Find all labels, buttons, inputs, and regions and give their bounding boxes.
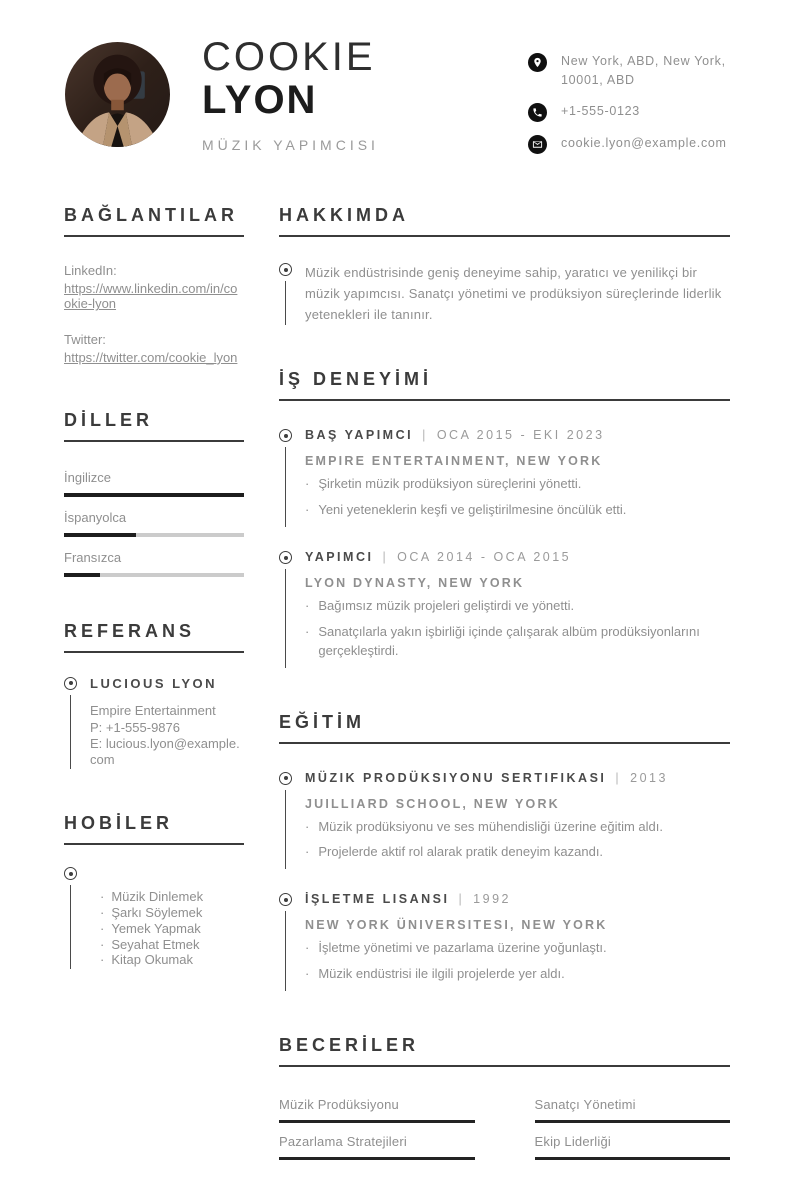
education-bullet (305, 939, 730, 958)
education-bullets (305, 818, 730, 863)
entry-rail (279, 551, 292, 668)
experience-bullet-text: Şirketin müzik prodüksiyon süreçlerini yönetti. (318, 476, 582, 492)
experience-bullet (305, 475, 730, 494)
section-hobbies-title: HOBİLER (64, 813, 244, 845)
hobbies-entry (64, 867, 244, 969)
language-item (64, 550, 244, 577)
experience-entry-body (305, 429, 730, 527)
first-name: COOKIE (202, 35, 376, 79)
rail-line (285, 569, 286, 668)
reference-company: Empire Entertainment (90, 702, 216, 718)
hobbies-body (90, 867, 244, 969)
links-list (64, 263, 244, 366)
reference-phone: P: +1-555-9876 (90, 719, 180, 735)
dot-icon-core (69, 872, 73, 876)
section-reference-title: REFERANS (64, 621, 244, 653)
education-bullet (305, 965, 730, 984)
skill-item: Pazarlama Stratejileri (279, 1134, 475, 1160)
pipe-glyph: | (422, 428, 428, 443)
pipe-glyph: | (382, 550, 389, 565)
entry-rail (64, 677, 77, 769)
contact-item-phone (528, 102, 768, 122)
pipe-glyph: | (458, 892, 465, 907)
link-url-linkedin[interactable]: https://www.linkedin.com/in/cookie-lyon (64, 280, 238, 312)
dot-icon (279, 772, 292, 785)
main-column (279, 205, 730, 1204)
skills-grid (279, 1097, 730, 1160)
contact-location-text (561, 52, 726, 90)
experience-dates: OCA 2014 - OCA 2015 (397, 550, 572, 565)
about-body (305, 263, 730, 325)
experience-bullet-text: Yeni yeteneklerin keşfi ve geliştirilmesine öncülük etti. (318, 502, 627, 518)
dot-icon (279, 551, 292, 564)
education-bullet-text: İşletme yönetimi ve pazarlama üzerine yoğunlaştı. (318, 940, 607, 956)
experience-dates: OCA 2015 - EKI 2023 (436, 428, 605, 443)
bullet-glyph: · (100, 920, 105, 936)
contact-email-text: cookie.lyon@example.com (561, 135, 727, 150)
phone-icon (528, 103, 547, 122)
section-experience (279, 369, 730, 667)
dot-icon-core (284, 268, 288, 272)
link-label-twitter: Twitter: (64, 332, 106, 348)
section-skills (279, 1035, 730, 1160)
entry-rail (279, 263, 292, 325)
last-name: LYON (202, 78, 318, 123)
rail-line (70, 695, 71, 769)
reference-details (90, 703, 244, 768)
language-level-fill (64, 573, 100, 577)
section-education-title: EĞİTİM (279, 712, 730, 744)
rail-line (285, 281, 286, 325)
education-dates: 1992 (473, 892, 511, 907)
hobby-item (100, 922, 244, 937)
education-entry (279, 772, 730, 870)
bullet-glyph: · (100, 952, 105, 968)
dot-icon-core (284, 898, 288, 902)
bullet-glyph: · (305, 598, 310, 614)
dot-icon-core (284, 434, 288, 438)
language-level-fill (64, 533, 136, 537)
hobby-label: Şarkı Söylemek (111, 905, 203, 921)
language-level-fill (64, 493, 244, 497)
education-entry-body (305, 772, 730, 870)
link-url-twitter[interactable]: https://twitter.com/cookie_lyon (64, 349, 238, 365)
link-label-linkedin: LinkedIn: (64, 263, 117, 278)
dot-icon (279, 429, 292, 442)
profile-photo-illustration (65, 42, 170, 147)
hobby-item (100, 890, 244, 905)
hobby-label: Kitap Okumak (111, 952, 193, 968)
education-bullet-text: Projelerde aktif rol alarak pratik deneyim kazandı. (318, 844, 604, 860)
education-bullet-text: Müzik endüstrisi ile ilgili projelerde yer aldı. (318, 966, 565, 982)
entry-rail (279, 429, 292, 527)
dot-icon-core (284, 776, 288, 780)
bullet-glyph: · (305, 940, 310, 956)
section-experience-title: İŞ DENEYİMİ (279, 369, 730, 401)
education-entry (279, 893, 730, 991)
rail-line (285, 447, 286, 527)
entry-rail (279, 893, 292, 991)
experience-role: YAPIMCI (305, 550, 374, 565)
experience-bullet (305, 501, 730, 520)
bullet-glyph: · (305, 502, 310, 518)
link-item-linkedin (64, 263, 244, 312)
language-level-bar (64, 533, 244, 537)
education-bullet (305, 818, 730, 837)
profile-photo (65, 42, 170, 147)
reference-email: E: lucious.lyon@example.com (90, 736, 240, 768)
hobby-item (100, 953, 244, 968)
skill-item: Sanatçı Yönetimi (535, 1097, 731, 1123)
entry-rail (64, 867, 77, 969)
rail-line (285, 911, 286, 991)
bullet-glyph: · (305, 476, 310, 492)
education-bullet (305, 843, 730, 862)
language-name: İspanyolca (64, 509, 127, 525)
link-item-twitter (64, 332, 244, 365)
language-item (64, 470, 244, 497)
education-degree: İŞLETME LISANSI (305, 892, 450, 907)
reference-body (90, 677, 244, 769)
language-name: İngilizce (64, 469, 111, 485)
bullet-glyph: · (305, 623, 310, 639)
pipe-glyph: | (615, 770, 622, 785)
contact-location-line2: 10001, ABD (561, 72, 635, 87)
skill-item: Ekip Liderliği (535, 1134, 731, 1160)
language-level-bar (64, 493, 244, 497)
language-name: Fransızca (64, 549, 122, 565)
bullet-glyph: · (100, 889, 105, 905)
bullet-glyph: · (100, 936, 105, 952)
name-block (202, 36, 379, 153)
education-school: NEW YORK ÜNIVERSITESI, NEW YORK (305, 918, 608, 933)
dot-icon-core (69, 681, 73, 685)
education-title-row (305, 772, 730, 785)
hobby-label: Yemek Yapmak (111, 920, 201, 936)
hobby-label: Seyahat Etmek (111, 936, 200, 952)
experience-entry (279, 429, 730, 527)
education-entries (279, 772, 730, 991)
section-about (279, 205, 730, 325)
experience-title-row (305, 429, 730, 442)
experience-bullet-text: Sanatçılarla yakın işbirliği içinde çalışarak albüm prodüksiyonlarını gerçekleştirdi. (318, 623, 700, 658)
contact-phone-text: +1-555-0123 (561, 103, 640, 118)
experience-bullet (305, 623, 730, 661)
section-languages (64, 410, 244, 577)
education-school: JUILLIARD SCHOOL, NEW YORK (305, 796, 560, 811)
education-bullet-text: Müzik prodüksiyonu ve ses mühendisliği üzerine eğitim aldı. (318, 818, 664, 834)
section-links-title: BAĞLANTILAR (64, 205, 244, 237)
experience-entries (279, 429, 730, 667)
about-entry (279, 263, 730, 325)
job-title: MÜZIK YAPIMCISI (202, 137, 379, 154)
section-links (64, 205, 244, 366)
experience-bullets (305, 475, 730, 520)
location-icon (528, 53, 547, 72)
section-skills-title: BECERİLER (279, 1035, 730, 1067)
rail-line (285, 790, 286, 870)
experience-bullets (305, 597, 730, 661)
contact-location-line1: New York, ABD, New York, (561, 54, 726, 68)
bullet-glyph: · (305, 844, 310, 860)
about-text: Müzik endüstrisinde geniş deneyime sahip, yaratıcı ve yenilikçi bir müzik yapımcısı. Sanatçı yönetimi ve prodüksiyon süreçlerinde liderlik yetenekleri ile tanınır. (305, 265, 722, 322)
bullet-glyph: · (305, 818, 310, 834)
dot-icon-core (284, 556, 288, 560)
hobby-item (100, 906, 244, 921)
rail-line (70, 885, 71, 969)
section-education (279, 712, 730, 991)
experience-entry-body (305, 551, 730, 668)
reference-entry (64, 677, 244, 769)
section-reference (64, 621, 244, 769)
section-hobbies (64, 813, 244, 969)
bullet-glyph: · (100, 905, 105, 921)
hobby-list (90, 890, 244, 968)
experience-bullet (305, 597, 730, 616)
experience-bullet-text: Bağımsız müzik projeleri geliştirdi ve yönetti. (318, 598, 575, 614)
email-icon (528, 135, 547, 154)
experience-title-row (305, 551, 730, 564)
language-list (64, 470, 244, 577)
experience-company: LYON DYNASTY, NEW YORK (305, 576, 525, 591)
language-item (64, 510, 244, 537)
experience-company: EMPIRE ENTERTAINMENT, NEW YORK (305, 454, 603, 469)
contact-item-location (528, 52, 768, 90)
education-entry-body (305, 893, 730, 991)
dot-icon (64, 677, 77, 690)
skill-item: Müzik Prodüksiyonu (279, 1097, 475, 1123)
language-level-bar (64, 573, 244, 577)
sidebar (64, 205, 244, 1013)
reference-name: LUCIOUS LYON (90, 675, 218, 691)
entry-rail (279, 772, 292, 870)
dot-icon (279, 893, 292, 906)
education-degree: MÜZIK PRODÜKSIYONU SERTIFIKASI (305, 770, 607, 785)
contact-item-email (528, 134, 768, 154)
contact-block (528, 52, 768, 154)
hobby-label: Müzik Dinlemek (111, 889, 204, 905)
experience-role: BAŞ YAPIMCI (305, 428, 414, 443)
dot-icon (64, 867, 77, 880)
bullet-glyph: · (305, 966, 310, 982)
education-title-row (305, 893, 730, 906)
education-bullets (305, 939, 730, 984)
dot-icon (279, 263, 292, 276)
education-dates: 2013 (630, 770, 668, 785)
section-about-title: HAKKIMDA (279, 205, 730, 237)
section-languages-title: DİLLER (64, 410, 244, 442)
experience-entry (279, 551, 730, 668)
hobby-item (100, 938, 244, 953)
